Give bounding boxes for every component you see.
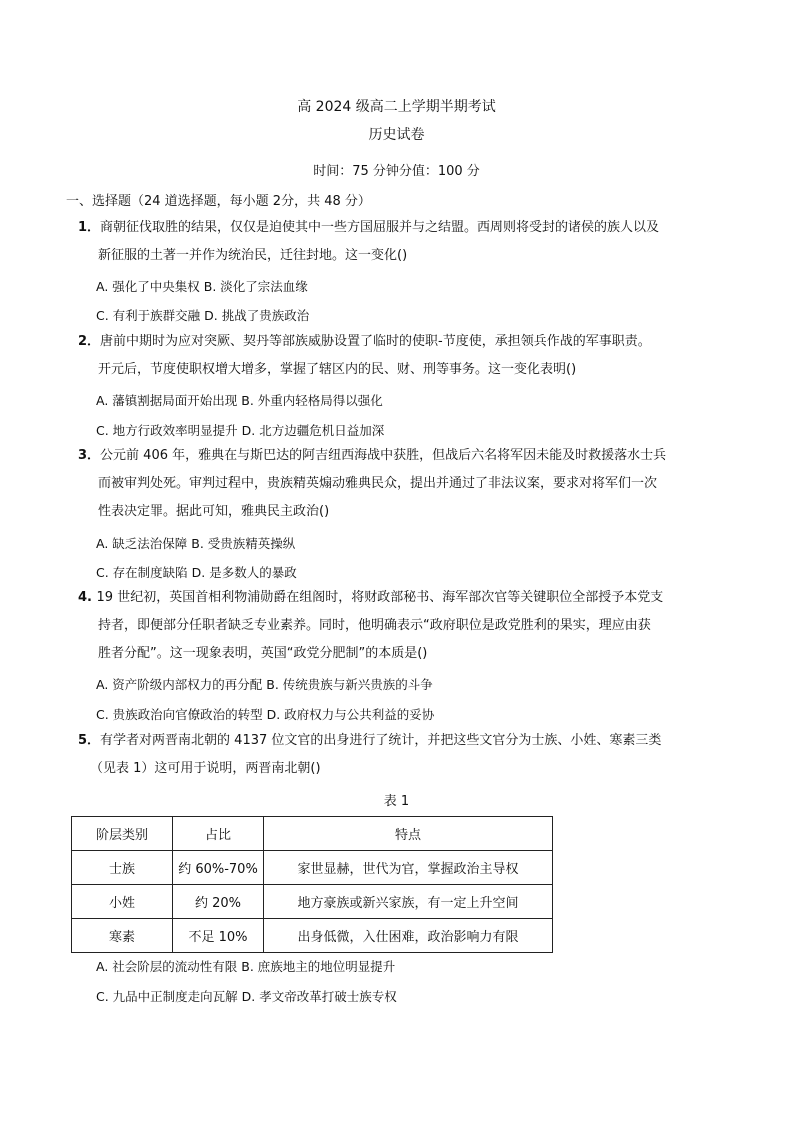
- question-1: [78, 214, 698, 270]
- exam-title: 高 2024 级高二上学期半期考试: [297, 99, 496, 115]
- question-text: 新征服的土著一并作为统治民，迁往封地。这一变化(): [98, 248, 408, 263]
- question-text: 而被审判处死。审判过程中，贵族精英煽动雅典民众，提出并通过了非法议案，要求对将军们一次: [98, 476, 658, 491]
- question-number: 1．: [78, 220, 101, 235]
- options-ab: A. 社会阶层的流动性有限 B. 庶族地主的地位明显提升: [96, 959, 396, 974]
- options-ab: A. 藩镇割据局面开始出现 B. 外重内轻格局得以强化: [96, 393, 383, 408]
- data-table: [71, 816, 553, 953]
- table-cell: 寒素: [72, 919, 173, 953]
- table-cell: 约 60%-70%: [173, 851, 264, 885]
- question-2: [78, 328, 698, 384]
- table-cell: 小姓: [72, 885, 173, 919]
- question-text: 商朝征伐取胜的结果，仅仅是迫使其中一些方国屈服并与之结盟。西周则将受封的诸侯的族人以及: [100, 220, 660, 235]
- table-header-cell: 特点: [264, 817, 553, 851]
- table-cell: 家世显赫，世代为官，掌握政治主导权: [264, 851, 553, 885]
- question-text: 胜者分配”。这一现象表明，英国“政党分肥制”的本质是(): [98, 646, 428, 661]
- table-cell: 不足 10%: [173, 919, 264, 953]
- table-cell: 出身低微，入仕困难，政治影响力有限: [264, 919, 553, 953]
- exam-subject: 历史试卷: [368, 127, 425, 143]
- question-5: [78, 727, 698, 783]
- question-number: 4.: [78, 590, 97, 605]
- section-heading: 一、选择题（24 道选择题，每小题 2分，共 48 分）: [66, 194, 371, 209]
- options-cd: C. 有利于族群交融 D. 挑战了贵族政治: [96, 308, 310, 323]
- table-row: [72, 919, 553, 953]
- table-row: [72, 885, 553, 919]
- question-number: 5．: [78, 733, 101, 748]
- question-text: 持者，即便部分任职者缺乏专业素养。同时，他明确表示“政府职位是政党胜利的果实，理应由获: [98, 618, 651, 633]
- question-text: 公元前 406 年，雅典在与斯巴达的阿吉纽西海战中获胜，但战后六名将军因未能及时救援落水士兵: [100, 448, 667, 463]
- question-number: 3．: [78, 448, 101, 463]
- table-cell: 士族: [72, 851, 173, 885]
- table-cell: 约 20%: [173, 885, 264, 919]
- table-caption: 表 1: [383, 794, 410, 809]
- options-cd: C. 地方行政效率明显提升 D. 北方边疆危机日益加深: [96, 423, 385, 438]
- question-text: 19 世纪初，英国首相利物浦勋爵在组阁时，将财政部秘书、海军部次官等关键职位全部授予本党支: [96, 590, 664, 605]
- options-cd: C. 九品中正制度走向瓦解 D. 孝文帝改革打破士族专权: [96, 989, 397, 1004]
- table-header-row: [72, 817, 553, 851]
- question-3: [78, 442, 698, 526]
- options-ab: A. 资产阶级内部权力的再分配 B. 传统贵族与新兴贵族的斗争: [96, 677, 433, 692]
- table-cell: 地方豪族或新兴家族，有一定上升空间: [264, 885, 553, 919]
- question-4: [78, 584, 698, 668]
- table-header-cell: 占比: [173, 817, 264, 851]
- question-text: （见表 1）这可用于说明，两晋南北朝(): [90, 761, 321, 776]
- exam-meta: 时间：75 分钟分值：100 分: [313, 164, 480, 179]
- question-number: 2．: [78, 334, 101, 349]
- question-text: 有学者对两晋南北朝的 4137 位文官的出身进行了统计，并把这些文官分为士族、小姓、寒素三类: [100, 733, 662, 748]
- options-cd: C. 存在制度缺陷 D. 是多数人的暴政: [96, 565, 297, 580]
- question-text: 唐前中期时为应对突厥、契丹等部族威胁设置了临时的使职-节度使，承担领兵作战的军事职责。: [100, 334, 651, 349]
- question-text: 性表决定罪。据此可知，雅典民主政治(): [98, 504, 330, 519]
- table-header-cell: 阶层类别: [72, 817, 173, 851]
- options-ab: A. 强化了中央集权 B. 淡化了宗法血缘: [96, 279, 308, 294]
- question-text: 开元后，节度使职权增大增多，掌握了辖区内的民、财、刑等事务。这一变化表明(): [98, 362, 577, 377]
- options-cd: C. 贵族政治向官僚政治的转型 D. 政府权力与公共利益的妥协: [96, 707, 435, 722]
- options-ab: A. 缺乏法治保障 B. 受贵族精英操纵: [96, 536, 296, 551]
- table-row: [72, 851, 553, 885]
